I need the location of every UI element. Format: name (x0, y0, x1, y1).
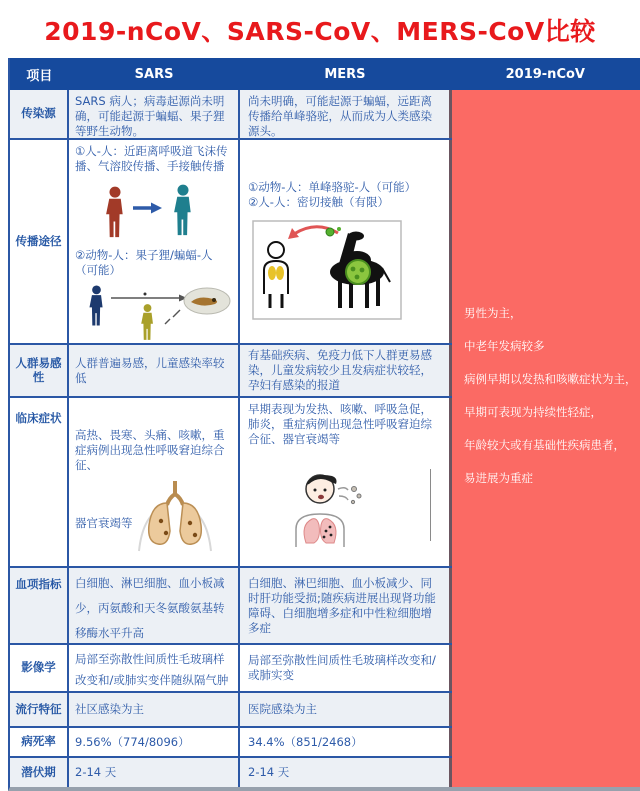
cell-symptoms-mers (240, 398, 452, 566)
ncov-line: 中老年发病较多 (464, 339, 545, 353)
route-sars-text-2: ②动物-人：果子狸/蝙蝠-人（可能） (75, 248, 213, 277)
cell-fatality-sars: 9.56%（774/8096） (69, 728, 240, 756)
cell-source-mers: 尚未明确，可能起源于蝙蝠，远距离传播给单峰骆驼，从而成为人类感染源头。 (240, 90, 452, 138)
row-blood (10, 568, 452, 645)
header-sars: SARS (134, 66, 174, 82)
ncov-line: 年龄较大或有基础性疾病患者， (464, 438, 625, 452)
cell-incubation-mers: 2-14 天 (240, 758, 452, 787)
ncov-line: 易进展为重症 (464, 471, 533, 485)
row-label-imaging: 影像学 (10, 645, 69, 691)
cell-blood-mers: 白细胞、淋巴细胞、血小板减少、同时肝功能受损;随疾病进展出现肾功能障碍、白细胞增多症和中性粒细胞增多症 (240, 568, 452, 643)
coughing-patient-icon (276, 469, 386, 547)
cell-epidemic-mers: 医院感染为主 (240, 693, 452, 726)
table-body (10, 90, 640, 787)
row-label-route: 传播途径 (10, 140, 69, 343)
cell-epidemic-sars: 社区感染为主 (69, 693, 240, 726)
page-title: 2019-nCoV、SARS-CoV、MERS-CoV比较 (44, 17, 596, 46)
ncov-line: 早期可表现为持续性轻症， (464, 405, 602, 419)
symptoms-sars-text-2: 器官衰竭等 (75, 516, 133, 530)
ncov-line: 男性为主， (464, 306, 522, 320)
row-fatality (10, 728, 452, 758)
row-susceptibility (10, 345, 452, 398)
cell-imaging-mers: 局部至弥散性间质性毛玻璃样改变和/或肺实变 (240, 645, 452, 691)
cell-fatality-mers: 34.4%（851/2468） (240, 728, 452, 756)
route-mers-text-1: ①动物-人：单峰骆驼-人（可能） (248, 180, 417, 194)
row-label-susceptibility: 人群易感性 (10, 345, 69, 396)
row-incubation (10, 758, 452, 787)
cell-route-mers (240, 140, 452, 343)
symptoms-sars-text-1: 高热、畏寒、头痛、咳嗽，重症病例出现急性呼吸窘迫综合征、 (75, 428, 225, 472)
row-label-epidemic: 流行特征 (10, 693, 69, 726)
symptoms-mers-text: 早期表现为发热、咳嗽、呼吸急促，肺炎，重症病例出现急性呼吸窘迫综合征、器官衰竭等 (248, 402, 432, 446)
ncov-summary-column (452, 90, 640, 787)
header-mers: MERS (324, 66, 366, 82)
cell-source-sars: SARS 病人；病毒起源尚未明确，可能起源于蝙蝠、果子狸等野生动物。 (69, 90, 240, 138)
cell-symptoms-sars (69, 398, 240, 566)
left-columns (10, 90, 452, 787)
route-sars-text-1: ①人-人：近距离呼吸道飞沫传播、气溶胶传播、手接触传播 (75, 144, 228, 173)
row-symptoms (10, 398, 452, 568)
row-imaging (10, 645, 452, 693)
table-header-row (10, 58, 640, 90)
divider-line (430, 469, 431, 541)
person-to-person-icon (89, 182, 207, 244)
header-item: 项目 (26, 68, 53, 84)
row-label-symptoms: 临床症状 (10, 398, 69, 566)
infected-lungs-icon (133, 479, 217, 553)
cell-blood-sars: 白细胞、淋巴细胞、血小板减少，丙氨酸和天冬氨酸氨基转移酶水平升高 (69, 568, 240, 643)
ncov-line: 病例早期以发热和咳嗽症状为主， (464, 372, 637, 386)
symptoms-mers-illustration-wrap (248, 469, 441, 551)
comparison-table (8, 58, 640, 791)
cell-susceptibility-mers: 有基础疾病、免疫力低下人群更易感染，儿童发病较少且发病症状较轻，孕妇有感染的报道 (240, 345, 452, 396)
civet-bat-to-human-icon (81, 283, 233, 343)
row-label-blood: 血项指标 (10, 568, 69, 643)
cell-susceptibility-sars: 人群普遍易感，儿童感染率较低 (69, 345, 240, 396)
route-mers-text-2: ②人-人：密切接触（有限） (248, 195, 389, 209)
cell-imaging-sars: 局部至弥散性间质性毛玻璃样改变和/或肺实变伴随纵隔气肿 (69, 645, 240, 691)
row-label-incubation: 潜伏期 (10, 758, 69, 787)
cell-incubation-sars: 2-14 天 (69, 758, 240, 787)
symptoms-sars-bottom (75, 479, 232, 553)
row-label-source: 传染源 (10, 90, 69, 138)
row-label-fatality: 病死率 (10, 728, 69, 756)
header-ncov: 2019-nCoV (505, 66, 585, 82)
row-route (10, 140, 452, 345)
camel-to-human-icon (252, 220, 402, 320)
row-epidemic (10, 693, 452, 728)
cell-route-sars (69, 140, 240, 343)
row-source (10, 90, 452, 140)
